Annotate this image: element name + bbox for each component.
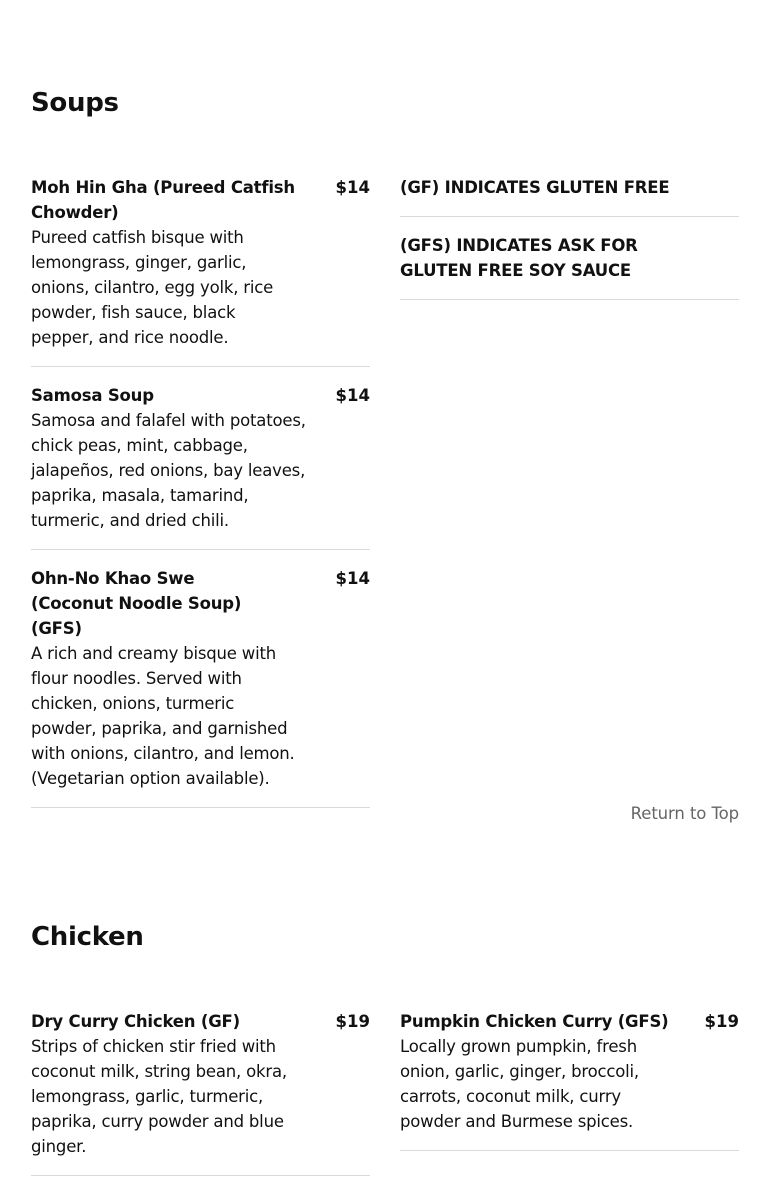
menu-item-description: Samosa and falafel with potatoes, chick peas, mint, cabbage, jalapeños, red onions, bay leaves, paprika, masala, tamarind, turmeric, and dried chili. <box>31 411 306 530</box>
menu-item <box>31 1009 370 1176</box>
menu-item <box>31 175 370 367</box>
menu-item-description: A rich and creamy bisque with flour noodles. Served with chicken, onions, turmeric powder, paprika, and garnished with onions, cilantro, and lemon. (Vegetarian option available). <box>31 644 295 788</box>
menu-item-price: $14 <box>335 386 370 405</box>
section-title-soups: Soups <box>31 88 119 118</box>
chicken-left-column <box>31 1009 370 1192</box>
section-title-chicken: Chicken <box>31 922 144 952</box>
menu-item-description: Pureed catfish bisque with lemongrass, ginger, garlic, onions, cilantro, egg yolk, rice powder, fish sauce, black pepper, and rice noodle. <box>31 228 274 347</box>
return-to-top-link[interactable]: Return to Top <box>630 804 739 823</box>
note-text: (GFS) INDICATES ASK FOR GLUTEN FREE SOY SAUCE <box>400 236 638 280</box>
menu-item-name: Samosa Soup <box>31 386 154 405</box>
chicken-right-column <box>400 1009 739 1167</box>
menu-item-name: Moh Hin Gha (Pureed Catfish Chowder) <box>31 178 295 222</box>
menu-item-price: $14 <box>335 569 370 588</box>
menu-item <box>400 1009 739 1151</box>
soups-right-column <box>400 175 739 316</box>
menu-item-price: $19 <box>335 1012 370 1031</box>
note-text: (GF) INDICATES GLUTEN FREE <box>400 178 670 197</box>
menu-item-name: Dry Curry Chicken (GF) <box>31 1012 240 1031</box>
menu-item-name: Ohn-No Khao Swe (Coconut Noodle Soup) (GFS) <box>31 569 242 638</box>
menu-item-description: Locally grown pumpkin, fresh onion, garlic, ginger, broccoli, carrots, coconut milk, curry powder and Burmese spices. <box>400 1037 639 1131</box>
menu-item-price: $19 <box>704 1012 739 1031</box>
menu-item <box>31 383 370 550</box>
gluten-free-note <box>400 175 739 217</box>
menu-item-name: Pumpkin Chicken Curry (GFS) <box>400 1012 669 1031</box>
soups-left-column <box>31 175 370 824</box>
menu-item-description: Strips of chicken stir fried with coconut milk, string bean, okra, lemongrass, garlic, turmeric, paprika, curry powder and blue ginger. <box>31 1037 287 1156</box>
gluten-free-soy-note <box>400 233 739 300</box>
menu-item-price: $14 <box>335 178 370 197</box>
menu-item <box>31 566 370 808</box>
